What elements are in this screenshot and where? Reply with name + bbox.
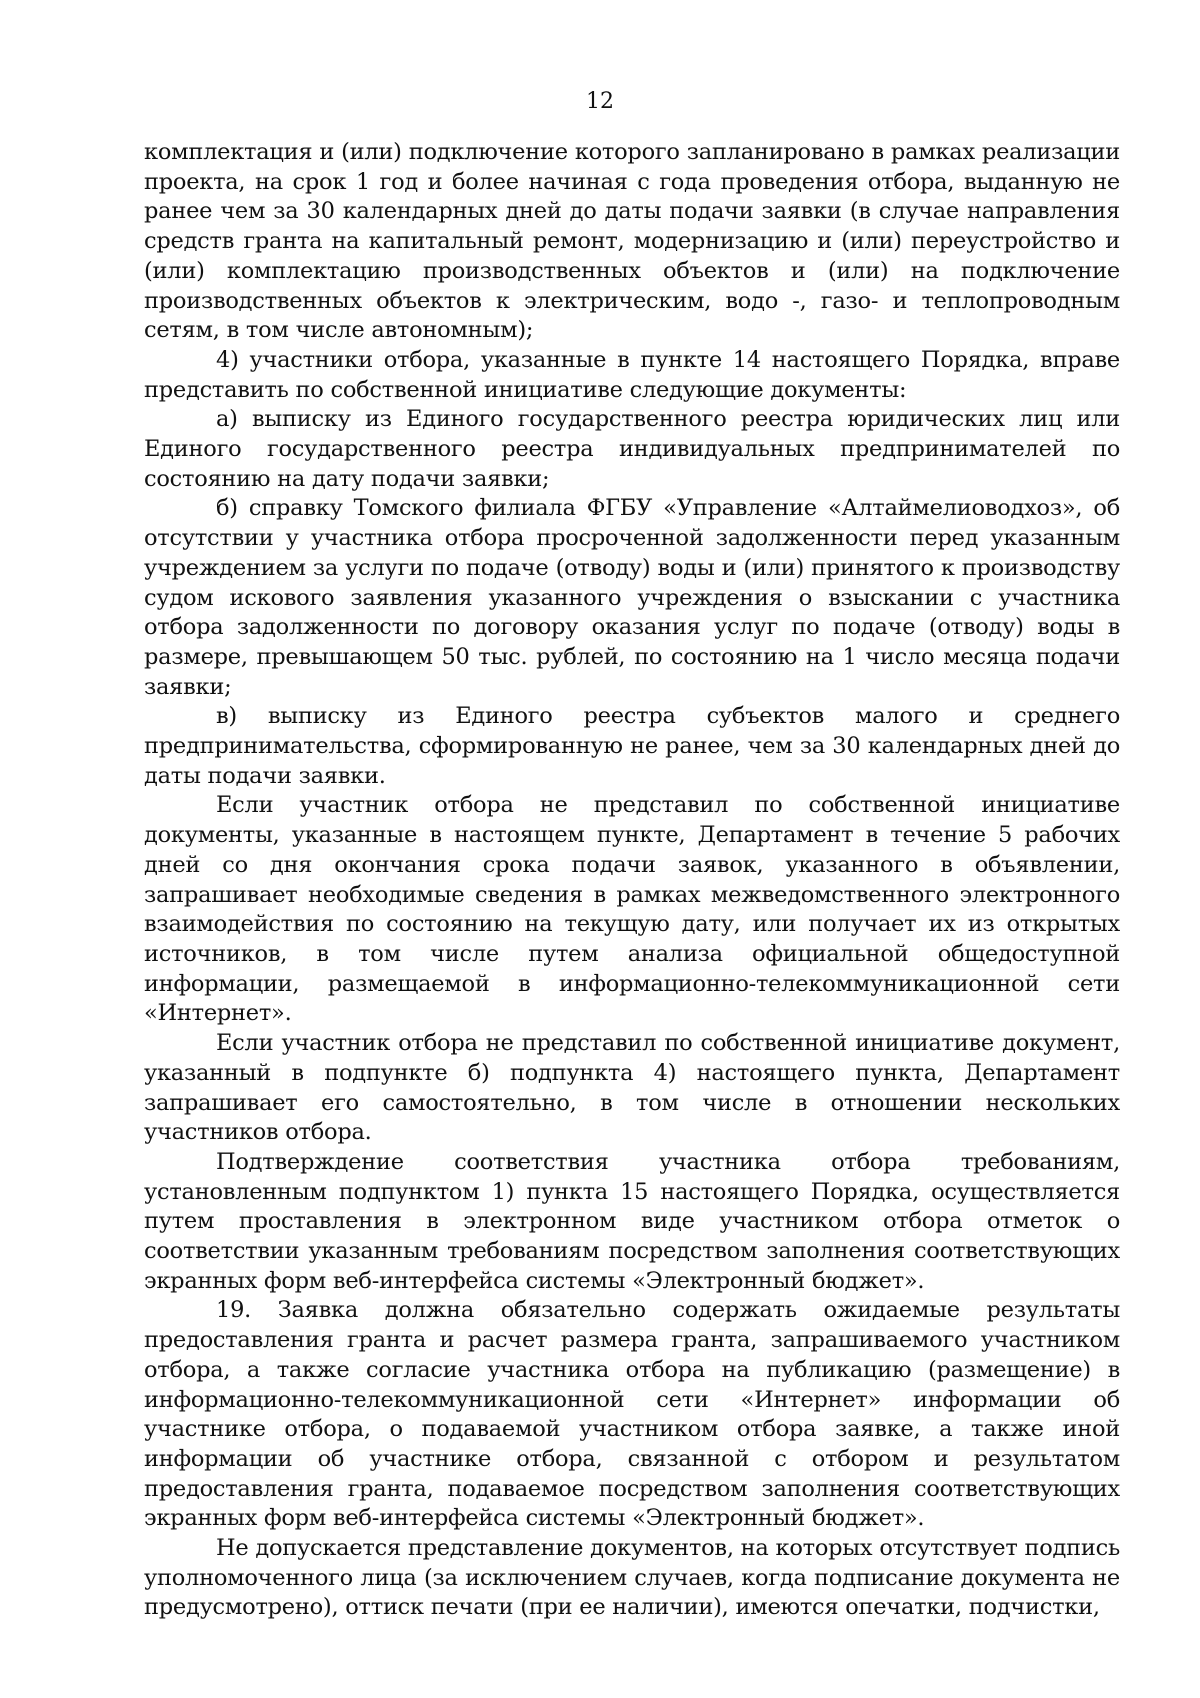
paragraph-subitem-b: б) справку Томского филиала ФГБУ «Управление «Алтаймелиоводхоз», об отсутствии у участника отбора просроченной задолженности перед указанным учреждением за услуги по подаче (отводу) воды и (или) принятого к производству судом искового заявления указанного учреждения о взыскании с участника отбора задолженности по договору оказания услуг по подаче (отводу) воды в размере, превышающем 50 тыс. рублей, по состоянию на 1 число месяца подачи заявки; — [144, 495, 1120, 700]
paragraph-missing-document-b: Если участник отбора не представил по собственной инициативе документ, указанный в подпункте б) подпункта 4) настоящего пункта, Департамент запрашивает его самостоятельно, в том числе в отношении нескольких участников отбора. — [144, 1030, 1120, 1146]
paragraph-missing-documents: Если участник отбора не представил по собственной инициативе документы, указанные в настоящем пункте, Департамент в течение 5 рабочих дней со дня окончания срока подачи заявок, указанного в объявлении, запрашивает необходимые сведения в рамках межведомственного электронного взаимодействия по состоянию на текущую дату, или получает их из открытых источников, в том числе путем анализа официальной общедоступной информации, размещаемой в информационно-телекоммуникационной сети «Интернет». — [144, 792, 1120, 1027]
paragraph-compliance-confirmation: Подтверждение соответствия участника отбора требованиям, установленным подпунктом 1) пункта 15 настоящего Порядка, осуществляется путем проставления в электронном виде участником отбора отметок о соответствии указанным требованиям посредством заполнения соответствующих экранных форм веб-интерфейса системы «Электронный бюджет». — [144, 1148, 1120, 1294]
paragraph-continuation: комплектация и (или) подключение которого запланировано в рамках реализации проекта, на срок 1 год и более начиная с года проведения отбора, выданную не ранее чем за 30 календарных дней до даты подачи заявки (в случае направления средств гранта на капитальный ремонт, модернизацию и (или) переустройство и (или) комплектацию производственных объектов и (или) на подключение производственных объектов к электрическим, водо -, газо- и теплопроводным сетям, в том числе автономным); — [144, 139, 1120, 344]
paragraph-subitem-a: а) выписку из Единого государственного реестра юридических лиц или Единого государственного реестра индивидуальных предпринимателей по состоянию на дату подачи заявки; — [144, 406, 1120, 492]
paragraph-item-19: 19. Заявка должна обязательно содержать ожидаемые результаты предоставления гранта и расчет размера гранта, запрашиваемого участником отбора, а также согласие участника отбора на публикацию (размещение) в информационно-телекоммуникационной сети «Интернет» информации об участнике отбора, о подаваемой участником отбора заявке, а также иной информации об участнике отбора, связанной с отбором и результатом предоставления гранта, подаваемое посредством заполнения соответствующих экранных форм веб-интерфейса системы «Электронный бюджет». — [144, 1297, 1120, 1532]
paragraph-item-4: 4) участники отбора, указанные в пункте 14 настоящего Порядка, вправе представить по собственной инициативе следующие документы: — [144, 346, 1120, 403]
page-number: 12 — [586, 89, 614, 114]
paragraph-not-allowed: Не допускается представление документов, на которых отсутствует подпись уполномоченного лица (за исключением случаев, когда подписание документа не предусмотрено), оттиск печати (при ее наличии), имеются опечатки, подчистки, — [144, 1535, 1120, 1621]
paragraph-subitem-v: в) выписку из Единого реестра субъектов малого и среднего предпринимательства, сформированную не ранее, чем за 30 календарных дней до даты подачи заявки. — [144, 703, 1120, 789]
document-body — [144, 138, 1120, 1623]
